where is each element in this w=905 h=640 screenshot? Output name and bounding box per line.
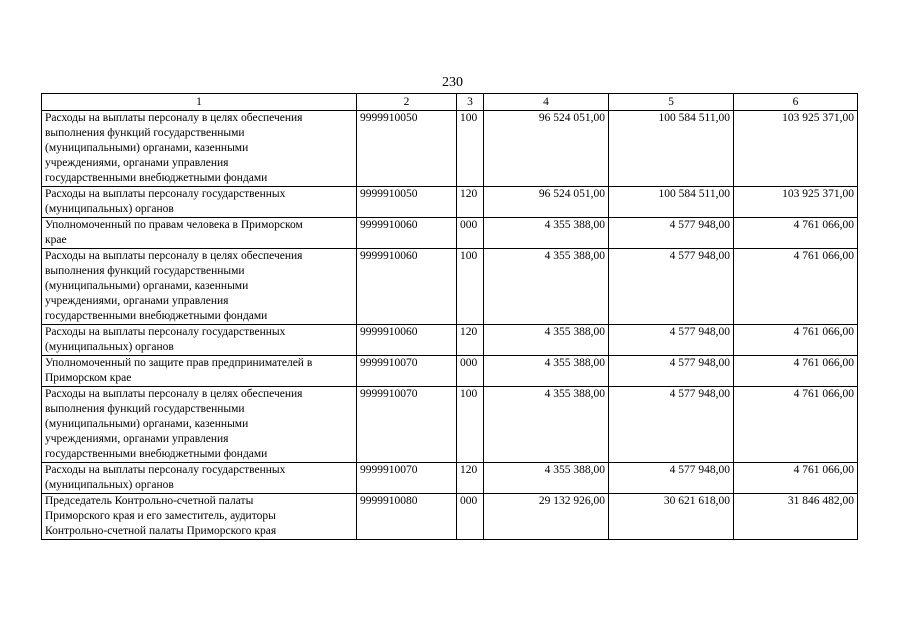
expense-type-code-cell: 100 <box>457 249 484 325</box>
expense-name-cell <box>42 218 357 249</box>
column-header: 4 <box>484 94 609 111</box>
expense-name-cell <box>42 111 357 187</box>
table-row <box>42 494 858 540</box>
amount-cell-col4: 4 355 388,00 <box>484 356 609 387</box>
expense-name-line: Приморском крае <box>45 372 132 384</box>
expense-name-line: Расходы на выплаты персоналу государственных <box>45 326 286 338</box>
column-header: 2 <box>357 94 457 111</box>
column-header: 1 <box>42 94 357 111</box>
amount-cell-col5: 100 584 511,00 <box>609 111 734 187</box>
expense-name-line: Председатель Контрольно-счетной палаты <box>45 495 254 507</box>
amount-cell-col5: 4 577 948,00 <box>609 249 734 325</box>
expense-name-line: выполнения функций государственными <box>45 127 245 139</box>
target-article-code-cell: 9999910070 <box>357 356 457 387</box>
table-row <box>42 249 858 325</box>
target-article-code-cell: 9999910050 <box>357 187 457 218</box>
amount-cell-col6: 103 925 371,00 <box>734 111 858 187</box>
amount-cell-col5: 4 577 948,00 <box>609 463 734 494</box>
expense-name-cell <box>42 356 357 387</box>
target-article-code-cell: 9999910050 <box>357 111 457 187</box>
amount-cell-col4: 96 524 051,00 <box>484 111 609 187</box>
expense-name-line: Расходы на выплаты персоналу государственных <box>45 188 286 200</box>
table-row <box>42 356 858 387</box>
amount-cell-col6: 4 761 066,00 <box>734 463 858 494</box>
expense-name-line: государственными внебюджетными фондами <box>45 310 268 322</box>
amount-cell-col5: 4 577 948,00 <box>609 387 734 463</box>
amount-cell-col5: 4 577 948,00 <box>609 218 734 249</box>
table-header-row <box>42 94 858 111</box>
expense-name-line: Расходы на выплаты персоналу в целях обеспечения <box>45 112 303 124</box>
page-number: 230 <box>442 75 463 90</box>
expense-name-line: Расходы на выплаты персоналу государственных <box>45 464 286 476</box>
table-row <box>42 187 858 218</box>
amount-cell-col6: 31 846 482,00 <box>734 494 858 540</box>
expense-name-line: выполнения функций государственными <box>45 265 245 277</box>
expense-name-line: учреждениями, органами управления <box>45 295 229 307</box>
column-header: 5 <box>609 94 734 111</box>
amount-cell-col4: 96 524 051,00 <box>484 187 609 218</box>
amount-cell-col4: 29 132 926,00 <box>484 494 609 540</box>
table-row <box>42 387 858 463</box>
expense-type-code-cell: 100 <box>457 387 484 463</box>
expense-name-cell <box>42 325 357 356</box>
amount-cell-col6: 4 761 066,00 <box>734 249 858 325</box>
expense-name-line: (муниципальных) органов <box>45 203 174 215</box>
expense-name-cell <box>42 494 357 540</box>
expense-name-line: Приморского края и его заместитель, аудиторы <box>45 510 276 522</box>
expense-name-line: Уполномоченный по правам человека в Приморском <box>45 219 303 231</box>
expense-name-line: Расходы на выплаты персоналу в целях обеспечения <box>45 250 303 262</box>
target-article-code-cell: 9999910070 <box>357 387 457 463</box>
expense-name-line: крае <box>45 234 67 246</box>
expense-name-cell <box>42 187 357 218</box>
amount-cell-col6: 4 761 066,00 <box>734 218 858 249</box>
column-header: 3 <box>457 94 484 111</box>
expense-name-line: Контрольно-счетной палаты Приморского края <box>45 525 277 537</box>
column-header: 6 <box>734 94 858 111</box>
amount-cell-col4: 4 355 388,00 <box>484 387 609 463</box>
expense-name-line: (муниципальных) органов <box>45 341 174 353</box>
amount-cell-col4: 4 355 388,00 <box>484 325 609 356</box>
expense-name-line: государственными внебюджетными фондами <box>45 448 268 460</box>
expense-name-cell <box>42 463 357 494</box>
expense-name-line: учреждениями, органами управления <box>45 157 229 169</box>
target-article-code-cell: 9999910060 <box>357 249 457 325</box>
table-row <box>42 218 858 249</box>
amount-cell-col4: 4 355 388,00 <box>484 249 609 325</box>
budget-table <box>41 93 858 540</box>
table-row <box>42 325 858 356</box>
amount-cell-col6: 4 761 066,00 <box>734 356 858 387</box>
expense-name-cell <box>42 387 357 463</box>
table-row <box>42 463 858 494</box>
expense-name-cell <box>42 249 357 325</box>
expense-type-code-cell: 120 <box>457 325 484 356</box>
expense-name-line: (муниципальными) органами, казенными <box>45 142 249 154</box>
amount-cell-col6: 103 925 371,00 <box>734 187 858 218</box>
expense-name-line: (муниципальных) органов <box>45 479 174 491</box>
expense-type-code-cell: 000 <box>457 494 484 540</box>
expense-name-line: Расходы на выплаты персоналу в целях обеспечения <box>45 388 303 400</box>
amount-cell-col6: 4 761 066,00 <box>734 387 858 463</box>
target-article-code-cell: 9999910070 <box>357 463 457 494</box>
amount-cell-col4: 4 355 388,00 <box>484 463 609 494</box>
expense-name-line: (муниципальными) органами, казенными <box>45 418 249 430</box>
amount-cell-col5: 30 621 618,00 <box>609 494 734 540</box>
expense-type-code-cell: 000 <box>457 218 484 249</box>
target-article-code-cell: 9999910080 <box>357 494 457 540</box>
table-row <box>42 111 858 187</box>
expense-type-code-cell: 120 <box>457 463 484 494</box>
target-article-code-cell: 9999910060 <box>357 218 457 249</box>
expense-name-line: учреждениями, органами управления <box>45 433 229 445</box>
amount-cell-col5: 4 577 948,00 <box>609 356 734 387</box>
expense-type-code-cell: 120 <box>457 187 484 218</box>
expense-type-code-cell: 000 <box>457 356 484 387</box>
amount-cell-col5: 4 577 948,00 <box>609 325 734 356</box>
table-body <box>42 111 858 540</box>
expense-name-line: государственными внебюджетными фондами <box>45 172 268 184</box>
expense-name-line: (муниципальными) органами, казенными <box>45 280 249 292</box>
expense-type-code-cell: 100 <box>457 111 484 187</box>
expense-name-line: выполнения функций государственными <box>45 403 245 415</box>
amount-cell-col5: 100 584 511,00 <box>609 187 734 218</box>
target-article-code-cell: 9999910060 <box>357 325 457 356</box>
expense-name-line: Уполномоченный по защите прав предпринимателей в <box>45 357 313 369</box>
amount-cell-col4: 4 355 388,00 <box>484 218 609 249</box>
amount-cell-col6: 4 761 066,00 <box>734 325 858 356</box>
